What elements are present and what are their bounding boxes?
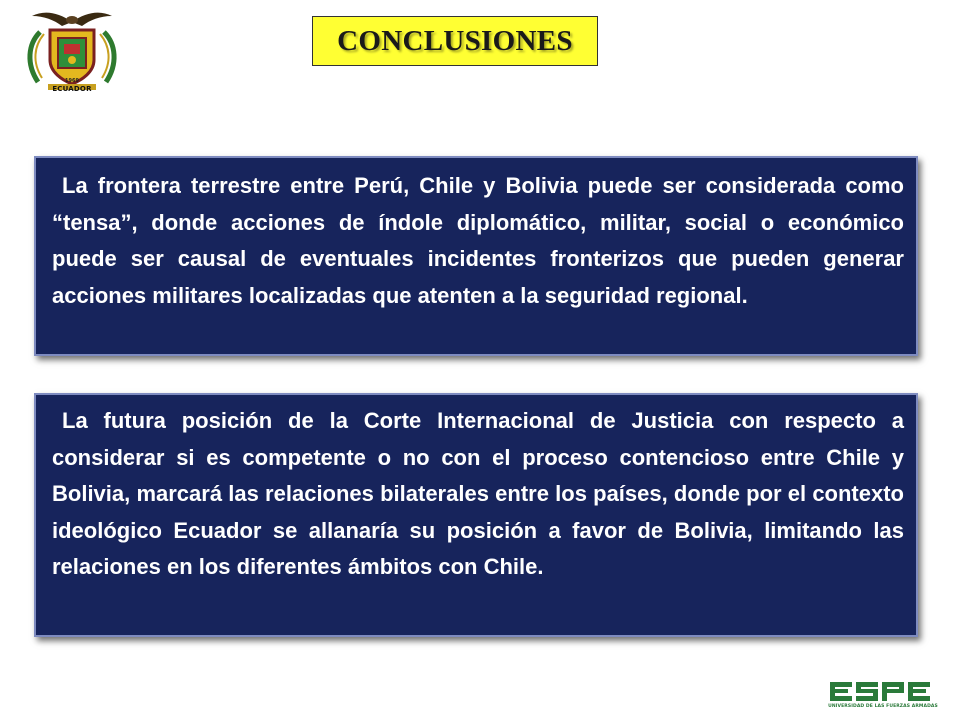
- title-box: [312, 16, 598, 66]
- page-title: CONCLUSIONES: [337, 24, 573, 57]
- conclusion-text: La futura posición de la Corte Internacional de Justicia con respecto a considerar si es competente o no con el proceso contencioso entre Chile y Bolivia, marcará las relaciones bilaterales entre los países, donde por el contexto ideológico Ecuador se allanaría su posición a favor de Bolivia, limitando las relaciones en los diferentes ámbitos con Chile.: [52, 408, 904, 579]
- crest-year: 1969: [65, 78, 79, 84]
- crest-label: ECUADOR: [52, 85, 92, 93]
- conclusion-panel: [34, 393, 918, 637]
- conclusion-text: La frontera terrestre entre Perú, Chile y Bolivia puede ser considerada como “tensa”, donde acciones de índole diplomático, militar, social o económico puede ser causal de eventuales incidentes fronterizos que pueden generar acciones militares localizadas que atenten a la seguridad regional.: [52, 173, 904, 308]
- conclusion-panel: [34, 156, 918, 356]
- espe-subtitle: UNIVERSIDAD DE LAS FUERZAS ARMADAS: [828, 704, 938, 709]
